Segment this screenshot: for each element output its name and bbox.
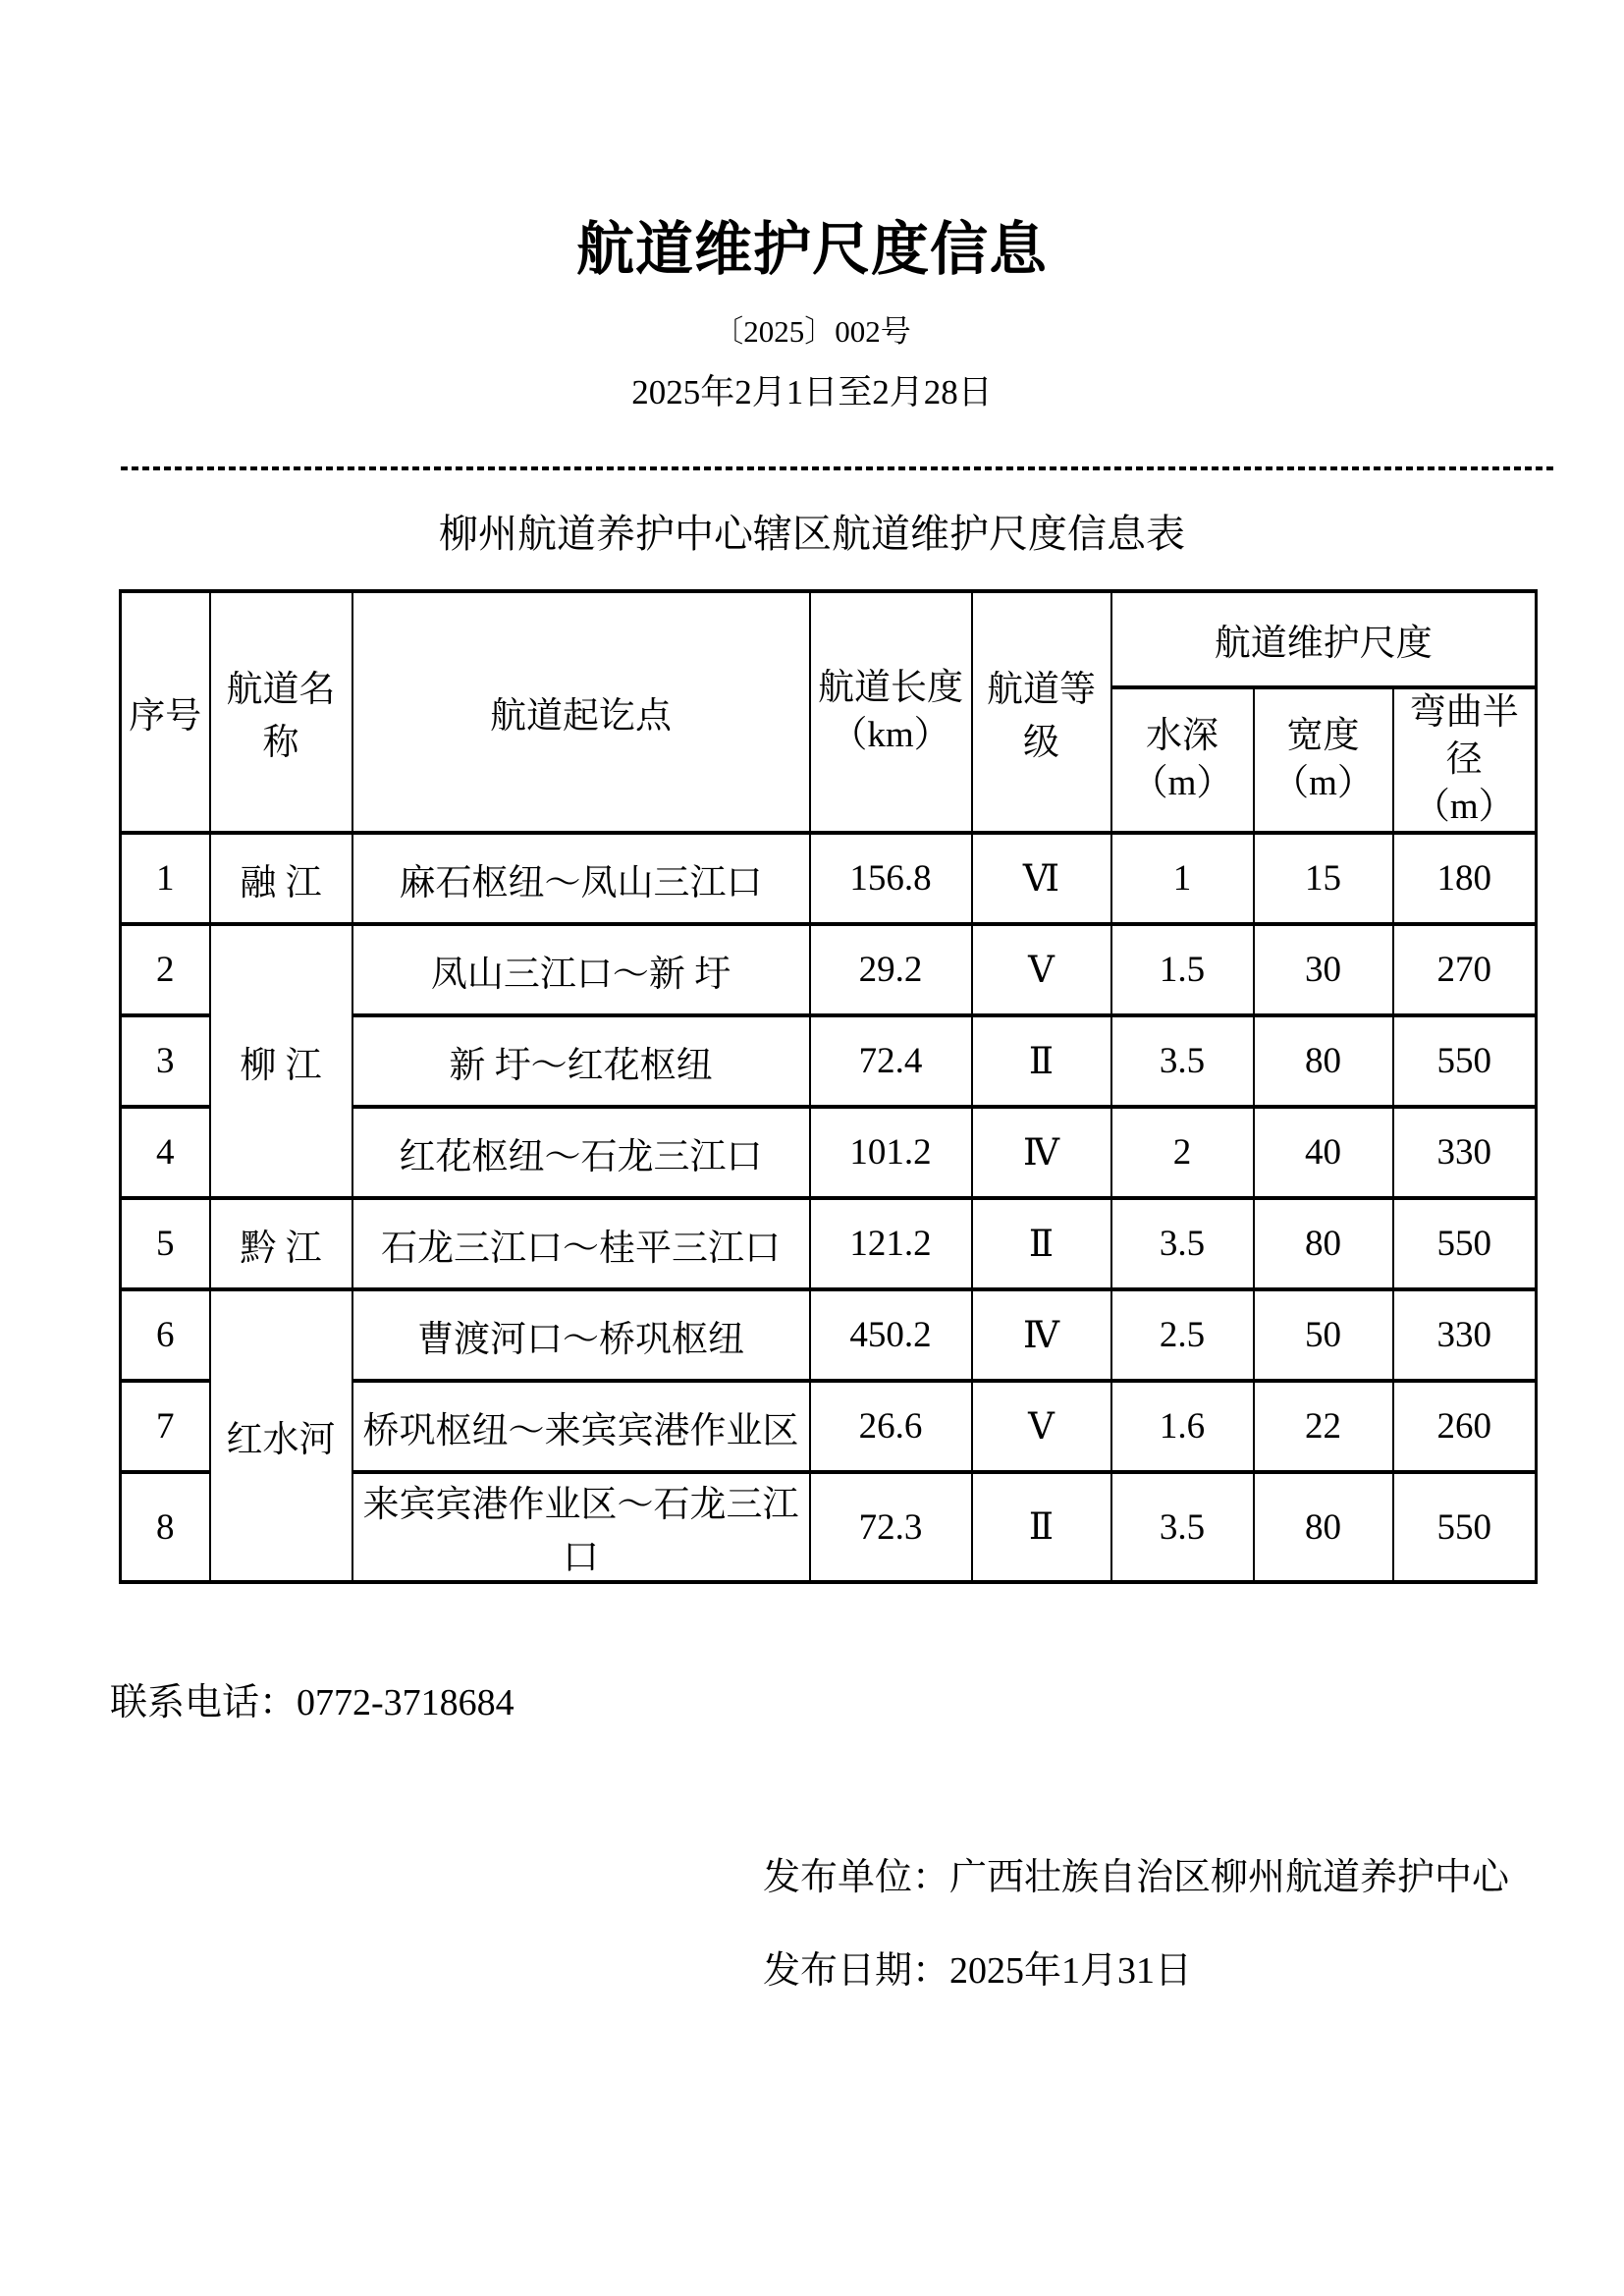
publisher-line: 发布单位：广西壮族自治区柳州航道养护中心 (763, 1857, 1510, 1898)
table-row (121, 1289, 1537, 1381)
cell-endpoints: 麻石枢纽～凤山三江口 (352, 833, 810, 924)
cell-width: 80 (1254, 1015, 1393, 1107)
table-row (121, 833, 1537, 924)
cell-seq: 1 (121, 833, 210, 924)
cell-grade: Ⅱ (972, 1198, 1111, 1289)
cell-grade: Ⅳ (972, 1289, 1111, 1381)
cell-endpoints: 石龙三江口～桂平三江口 (352, 1198, 810, 1289)
cell-radius: 330 (1393, 1107, 1537, 1198)
cell-grade: Ⅴ (972, 924, 1111, 1015)
contact-phone: 联系电话：0772-3718684 (110, 1682, 514, 1723)
cell-grade: Ⅳ (972, 1107, 1111, 1198)
cell-length: 450.2 (810, 1289, 972, 1381)
header-seq: 序号 (121, 591, 210, 833)
cell-depth: 2 (1111, 1107, 1254, 1198)
cell-radius: 270 (1393, 924, 1537, 1015)
cell-radius: 260 (1393, 1381, 1537, 1472)
cell-channel-name: 黔 江 (210, 1198, 352, 1289)
cell-channel-name: 柳 江 (210, 924, 352, 1198)
header-radius-line2: （m） (1413, 787, 1515, 828)
cell-width: 22 (1254, 1381, 1393, 1472)
cell-endpoints: 红花枢纽～石龙三江口 (352, 1107, 810, 1198)
header-length-line2: （km） (831, 715, 950, 756)
table-title: 柳州航道养护中心辖区航道维护尺度信息表 (439, 512, 1185, 556)
cell-grade: Ⅴ (972, 1381, 1111, 1472)
effective-date-range: 2025年2月1日至2月28日 (631, 373, 993, 411)
cell-seq: 2 (121, 924, 210, 1015)
channel-maintenance-table (119, 589, 1538, 1584)
header-endpoints: 航道起讫点 (352, 591, 810, 833)
cell-length: 29.2 (810, 924, 972, 1015)
cell-width: 80 (1254, 1472, 1393, 1582)
header-depth (1111, 687, 1254, 833)
header-row-top (121, 591, 1537, 687)
cell-seq: 4 (121, 1107, 210, 1198)
header-radius-line1: 弯曲半径 (1409, 692, 1519, 781)
cell-width: 50 (1254, 1289, 1393, 1381)
header-length-line1: 航道长度 (818, 668, 963, 709)
table-row (121, 1198, 1537, 1289)
cell-width: 15 (1254, 833, 1393, 924)
cell-endpoints: 曹渡河口～桥巩枢纽 (352, 1289, 810, 1381)
cell-length: 72.4 (810, 1015, 972, 1107)
cell-depth: 1.5 (1111, 924, 1254, 1015)
cell-width: 30 (1254, 924, 1393, 1015)
cell-endpoints: 凤山三江口～新 圩 (352, 924, 810, 1015)
cell-seq: 7 (121, 1381, 210, 1472)
cell-length: 26.6 (810, 1381, 972, 1472)
cell-depth: 3.5 (1111, 1015, 1254, 1107)
cell-endpoints: 来宾宾港作业区～石龙三江口 (352, 1472, 810, 1582)
cell-length: 156.8 (810, 833, 972, 924)
header-radius (1393, 687, 1537, 833)
header-width (1254, 687, 1393, 833)
cell-length: 121.2 (810, 1198, 972, 1289)
document-title: 航道维护尺度信息 (575, 217, 1048, 282)
cell-seq: 5 (121, 1198, 210, 1289)
header-width-line1: 宽度 (1286, 716, 1360, 757)
dashed-separator-line (121, 466, 1554, 470)
cell-width: 80 (1254, 1198, 1393, 1289)
cell-length: 72.3 (810, 1472, 972, 1582)
header-depth-line1: 水深 (1146, 716, 1218, 757)
header-length (810, 591, 972, 833)
cell-radius: 330 (1393, 1289, 1537, 1381)
header-depth-line2: （m） (1131, 763, 1233, 804)
table-row (121, 924, 1537, 1015)
cell-width: 40 (1254, 1107, 1393, 1198)
cell-length: 101.2 (810, 1107, 972, 1198)
cell-endpoints: 桥巩枢纽～来宾宾港作业区 (352, 1381, 810, 1472)
cell-depth: 1.6 (1111, 1381, 1254, 1472)
cell-grade: Ⅱ (972, 1472, 1111, 1582)
header-width-line2: （m） (1272, 763, 1374, 804)
cell-depth: 3.5 (1111, 1472, 1254, 1582)
cell-grade: Ⅵ (972, 833, 1111, 924)
cell-radius: 550 (1393, 1198, 1537, 1289)
header-channel-name: 航道名称 (210, 591, 352, 833)
cell-depth: 3.5 (1111, 1198, 1254, 1289)
cell-seq: 8 (121, 1472, 210, 1582)
cell-channel-name: 红水河 (210, 1289, 352, 1582)
cell-radius: 180 (1393, 833, 1537, 924)
cell-channel-name: 融 江 (210, 833, 352, 924)
header-maintenance-group: 航道维护尺度 (1111, 591, 1537, 687)
publish-date-line: 发布日期：2025年1月31日 (763, 1950, 1193, 1992)
cell-endpoints: 新 圩～红花枢纽 (352, 1015, 810, 1107)
cell-seq: 6 (121, 1289, 210, 1381)
document-number: 〔2025〕002号 (713, 314, 911, 349)
cell-depth: 2.5 (1111, 1289, 1254, 1381)
cell-radius: 550 (1393, 1015, 1537, 1107)
cell-grade: Ⅱ (972, 1015, 1111, 1107)
header-grade: 航道等级 (972, 591, 1111, 833)
cell-radius: 550 (1393, 1472, 1537, 1582)
cell-seq: 3 (121, 1015, 210, 1107)
cell-depth: 1 (1111, 833, 1254, 924)
